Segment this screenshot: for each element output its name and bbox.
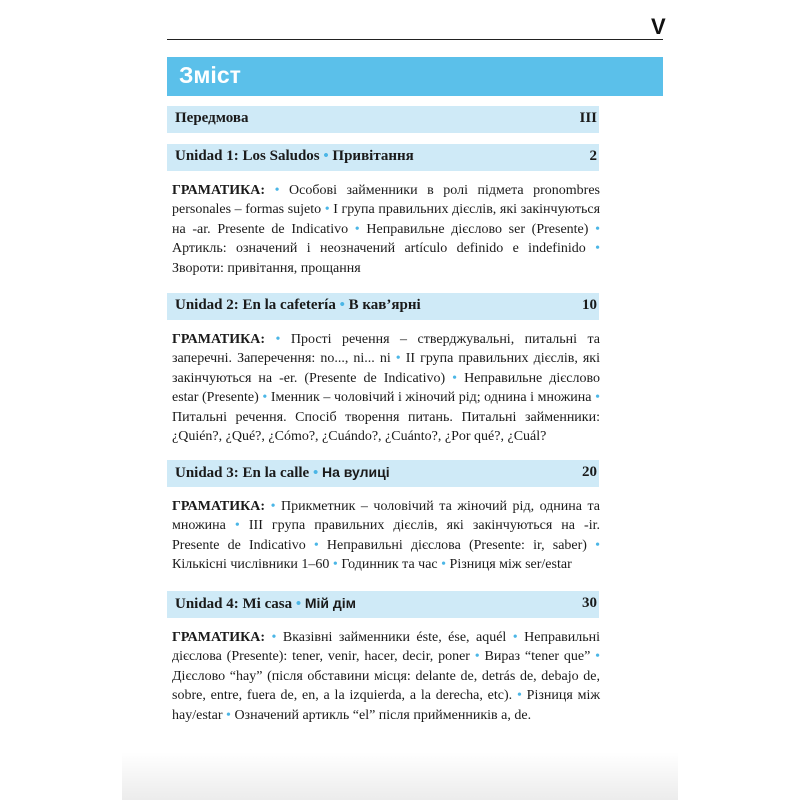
grammar-topic: Неправильне дієслово estar (Presente): [172, 370, 601, 406]
unit-name-uk: В кав’ярні: [348, 297, 421, 313]
page-number: V: [651, 14, 666, 39]
grammar-topic: Різниця між ser/estar: [449, 557, 572, 573]
grammar-topic: II група правильних дієслів, які закінчуються на -er. (Presente de Indicativo): [172, 351, 600, 386]
grammar-topic: Прості речення – стверджувальні, питальні та заперечні. Заперечення: no..., ni... ni: [172, 332, 600, 367]
entry-page: 2: [589, 148, 597, 164]
bullet-icon: •: [595, 241, 601, 257]
grammar-topic: Дієслово “hay” (після обставини місця: delante de, detrás de, debajo de, sobre, entre, fuera de, en, a la izquierda, a la derecha, etc).: [172, 668, 600, 704]
bullet-icon: •: [595, 649, 601, 665]
grammar-topic: Питальні речення. Спосіб творення питань. Питальні займенники: ¿Quién?, ¿Qué?, ¿Cómo?, ¿Cuándo?, ¿Cuánto?, ¿Por qué?, ¿Cuál?: [172, 409, 600, 445]
grammar-topic: Іменник – чоловічий і жіночий рід; однина і множина: [270, 390, 592, 406]
entry-page: 20: [582, 464, 597, 480]
entry-title: [175, 297, 421, 314]
bullet-icon: •: [595, 221, 601, 237]
bullet-icon: •: [332, 557, 338, 573]
entry-page: 30: [582, 595, 597, 611]
entry-title: [175, 595, 356, 613]
bullet-icon: •: [512, 630, 518, 645]
bullet-icon: •: [274, 183, 280, 198]
grammar-topic: Неправильне дієслово ser (Presente): [366, 221, 589, 237]
unit-name-uk: Мій дім: [304, 595, 357, 611]
unit-name-es: Unidad 2: En la cafetería: [175, 297, 336, 313]
bullet-icon: •: [271, 630, 277, 645]
page-bottom-shadow: [122, 752, 678, 800]
grammar-topic: III група правильних дієслів, які закінчуються на -ir. Presente de Indicativo: [172, 518, 600, 553]
entry-page: 10: [582, 297, 597, 313]
unit-name-uk: На вулиці: [321, 464, 390, 480]
unit-name-uk: Привітання: [332, 148, 414, 164]
grammar-topic: Кількісні числівники 1–60: [172, 557, 330, 573]
unit-name-es: Unidad 1: Los Saludos: [175, 148, 320, 164]
unit-name-es: Unidad 4: Mi casa: [175, 596, 293, 612]
bullet-icon: •: [474, 649, 480, 665]
bullet-icon: •: [234, 518, 240, 534]
header-rule: [167, 39, 663, 40]
toc-title: Зміст: [179, 62, 241, 88]
grammar-topic: Неправильні дієслова (Presente: ir, saber): [326, 537, 587, 553]
unit-name-es: Unidad 3: En la calle: [175, 465, 310, 481]
entry-title: [175, 148, 414, 165]
bullet-icon: •: [354, 221, 360, 237]
grammar-topic: Артикль: означений і неозначений artículo definido e indefinido: [172, 241, 586, 257]
grammar-topic: Неправильні дієслова (Presente): tener, venir, hacer, decir, poner: [172, 630, 601, 665]
toc-banner: [167, 57, 663, 96]
entry-title: Передмова: [175, 110, 249, 126]
grammar-block-unit-2: [172, 330, 600, 446]
bullet-icon: •: [323, 148, 329, 164]
grammar-topic: Вираз “tener que”: [484, 649, 591, 665]
grammar-topic: Годинник та час: [341, 557, 438, 573]
bullet-icon: •: [441, 557, 447, 573]
entry-title: [175, 464, 390, 482]
bullet-icon: •: [313, 537, 319, 553]
toc-entry-unit-2[interactable]: [167, 293, 599, 320]
toc-entry-unit-3[interactable]: [167, 460, 599, 487]
grammar-label: ГРАМАТИКА:: [172, 630, 266, 645]
bullet-icon: •: [395, 351, 401, 367]
bullet-icon: •: [312, 465, 319, 481]
bullet-icon: •: [595, 537, 601, 553]
grammar-label: ГРАМАТИКА:: [172, 499, 266, 514]
grammar-topic: Різниця між hay/estar: [172, 688, 601, 723]
bullet-icon: •: [295, 596, 302, 612]
grammar-block-unit-3: [172, 497, 600, 575]
bullet-icon: •: [339, 297, 345, 313]
grammar-label: ГРАМАТИКА:: [172, 183, 266, 198]
grammar-block-unit-1: [172, 181, 600, 278]
toc-entry-preface[interactable]: [167, 106, 599, 133]
bullet-icon: •: [516, 688, 522, 704]
bullet-icon: •: [270, 499, 276, 514]
bullet-icon: •: [452, 370, 458, 386]
grammar-topic: Означений артикль “el” після прийменників a, de.: [234, 707, 532, 723]
grammar-label: ГРАМАТИКА:: [172, 332, 266, 347]
entry-page: III: [579, 110, 597, 126]
bullet-icon: •: [262, 390, 268, 406]
grammar-topic: Вказівні займенники éste, ése, aquél: [282, 630, 507, 645]
bullet-icon: •: [595, 390, 600, 406]
grammar-topic: Звороти: привітання, прощання: [172, 260, 361, 276]
bullet-icon: •: [324, 202, 330, 218]
grammar-block-unit-4: [172, 628, 600, 725]
bullet-icon: •: [226, 707, 231, 723]
toc-entry-unit-1[interactable]: [167, 144, 599, 171]
toc-entry-unit-4[interactable]: [167, 591, 599, 618]
bullet-icon: •: [275, 332, 281, 347]
grammar-topic: Особові займенники в ролі підмета pronombres personales – formas sujeto: [172, 183, 601, 218]
grammar-topic: Прикметник – чоловічий та жіночий рід, однина та множина: [172, 499, 601, 534]
grammar-topic: I група правильних дієслів, які закінчуються на -ar. Presente de Indicativo: [172, 202, 601, 237]
